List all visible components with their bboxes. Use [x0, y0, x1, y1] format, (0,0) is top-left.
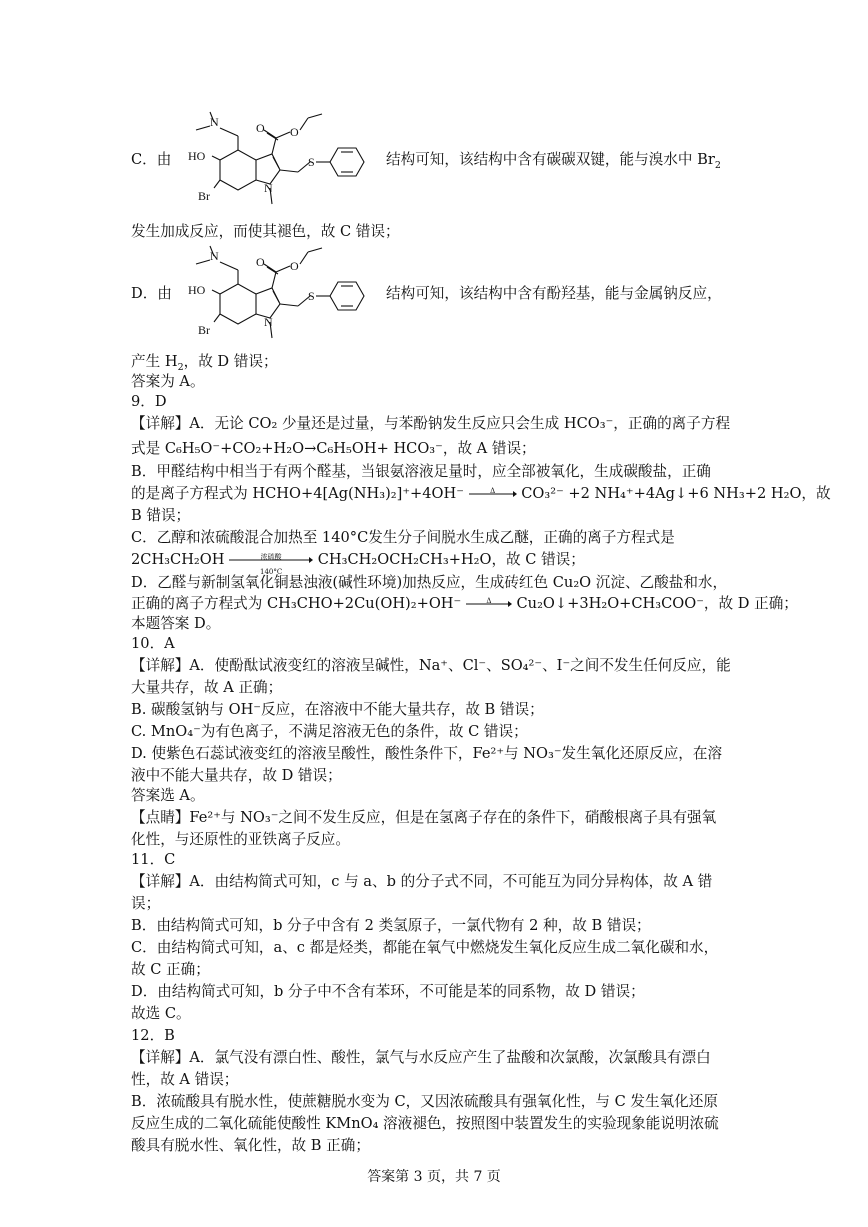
q11-answer: 故选 C。	[131, 1005, 191, 1022]
q9-a1: 【详解】A．无论 CO₂ 少量还是过量，与苯酚钠发生反应只会生成 HCO₃⁻，正确的离子方程	[131, 415, 731, 432]
indole-structure-d	[180, 242, 390, 352]
page-footer: 答案第 3 页，共 7 页	[367, 1169, 501, 1185]
label-n-indole: N	[264, 315, 273, 329]
q12-head: 12．B	[131, 1027, 175, 1044]
q11-c1: C．由结构简式可知，a、c 都是烃类，都能在氧气中燃烧发生氧化反应生成二氧化碳和水，	[131, 939, 719, 956]
q9-b1: B．甲醛结构中相当于有两个醛基，当银氨溶液足量时，应全部被氧化，生成碳酸盐，正确	[131, 463, 711, 480]
label-br: Br	[198, 323, 210, 337]
q8-d-line1	[131, 284, 172, 304]
heat-label-1: Δ	[490, 487, 496, 495]
label-n-amine: N	[210, 249, 219, 263]
q9-answer: 本题答案 D。	[131, 615, 221, 632]
label-n-indole: N	[264, 181, 273, 195]
q8-d-line2	[131, 352, 278, 372]
q9-c2	[131, 550, 585, 576]
q12-a1: 【详解】A．氯气没有漂白性、酸性，氯气与水反应产生了盐酸和次氯酸，次氯酸具有漂白	[131, 1049, 711, 1066]
q12-b2: 反应生成的二氧化硫能使酸性 KMnO₄ 溶液褪色，按照图中装置发生的实验现象能说明浓硫	[131, 1115, 719, 1132]
q12-b3: 酸具有脱水性、氧化性，故 B 正确；	[131, 1137, 370, 1154]
q8-d-cont-a: 产生 H	[131, 353, 178, 370]
label-n-amine: N	[210, 115, 219, 129]
q8-c-line2	[131, 222, 400, 242]
label-s: S	[308, 155, 315, 169]
q9-b3: B 错误；	[131, 507, 191, 524]
q8-c-continuation: 发生加成反应，而使其褪色，故 C 错误；	[131, 223, 400, 240]
q8-d-cont-b: ，故 D 错误；	[183, 353, 278, 370]
q10-head: 10．A	[131, 635, 175, 652]
q8-d-prefix: D．由	[131, 285, 172, 302]
label-o-ester: O	[290, 125, 299, 139]
q11-a2: 误；	[131, 895, 161, 912]
q8-c-prefix: C．由	[131, 151, 172, 168]
indole-structure-c	[180, 108, 390, 218]
q8-d-text: 结构可知，该结构中含有酚羟基，能与金属钠反应，	[386, 285, 722, 302]
q9-a2: 式是 C₆H₅O⁻+CO₂+H₂O→C₆H₅OH+ HCO₃⁻，故 A 错误；	[131, 440, 536, 457]
q11-b: B．由结构简式可知，b 分子中含有 2 类氢原子，一氯代物有 2 种，故 B 错误；	[131, 917, 651, 934]
q12-a2: 性，故 A 错误；	[131, 1071, 239, 1088]
q8-c-line1-tail	[386, 150, 721, 170]
q9-c2-left: 2CH₃CH₂OH	[131, 551, 225, 568]
q8-c-line1	[131, 150, 171, 170]
label-s: S	[308, 289, 315, 303]
q10-note1: 【点睛】Fe²⁺与 NO₃⁻之间不发生反应，但是在氢离子存在的条件下，硝酸根离子具有强氧	[131, 809, 717, 826]
reaction-arrow-h2so4	[229, 553, 313, 576]
label-br: Br	[198, 189, 210, 203]
label-o-ester: O	[290, 259, 299, 273]
q10-d1: D. 使紫色石蕊试液变红的溶液呈酸性，酸性条件下，Fe²⁺与 NO₃⁻发生氧化还原反应，在溶	[131, 745, 723, 762]
arrow-top-label: 浓硫酸	[260, 553, 282, 561]
q10-a2: 大量共存，故 A 正确；	[131, 679, 283, 696]
q9-c1: C．乙醇和浓硫酸混合加热至 140°C发生分子间脱水生成乙醚，正确的离子方程式是	[131, 529, 675, 546]
q11-c2: 故 C 正确；	[131, 961, 210, 978]
q8-d-line1-tail	[386, 284, 722, 304]
q9-d2	[131, 594, 798, 614]
q12-b1: B．浓硫酸具有脱水性，使蔗糖脱水变为 C，又因浓硫酸具有强氧化性，与 C 发生氧化还原	[131, 1093, 718, 1110]
label-o-carbonyl: O	[256, 255, 265, 269]
q9-b2	[131, 484, 831, 504]
q9-d1: D．乙醛与新制氢氧化铜悬浊液(碱性环境)加热反应，生成砖红色 Cu₂O 沉淀、乙酸盐和水，	[131, 574, 728, 591]
q9-head: 9．D	[131, 393, 167, 410]
q9-c2-right: CH₃CH₂OCH₂CH₃+H₂O，故 C 错误；	[317, 551, 585, 568]
q9-d2-left: 正确的离子方程式为 CH₃CHO+2Cu(OH)₂+OH⁻	[131, 595, 462, 612]
q9-d2-right: Cu₂O↓+3H₂O+CH₃COO⁻，故 D 正确；	[516, 595, 798, 612]
q11-a1: 【详解】A．由结构简式可知，c 与 a、b 的分子式不同，不可能互为同分异构体，故 A 错	[131, 873, 713, 890]
heat-label-2: Δ	[486, 597, 492, 605]
q10-note2: 化性，与还原性的亚铁离子反应。	[131, 831, 350, 848]
reaction-arrow-heat-2	[466, 598, 512, 610]
q10-b: B. 碳酸氢钠与 OH⁻反应，在溶液中不能大量共存，故 B 错误；	[131, 701, 544, 718]
q8-c-sub: 2	[714, 159, 721, 171]
q10-answer: 答案选 A。	[131, 787, 205, 804]
q11-d: D．由结构简式可知，b 分子中不含有苯环，不可能是苯的同系物，故 D 错误；	[131, 983, 645, 1000]
q9-b2-right: CO₃²⁻ +2 NH₄⁺+4Ag↓+6 NH₃+2 H₂O，故	[521, 485, 831, 502]
q8-d-cont-sub: 2	[177, 361, 184, 373]
label-ho: HO	[188, 283, 206, 297]
q10-c: C. MnO₄⁻为有色离子，不满足溶液无色的条件，故 C 错误；	[131, 723, 528, 740]
reaction-arrow-heat-1	[469, 488, 517, 500]
label-o-carbonyl: O	[256, 121, 265, 135]
q11-head: 11．C	[131, 851, 176, 868]
q8-c-text: 结构可知，该结构中含有碳碳双键，能与溴水中 Br	[386, 151, 715, 168]
arrow-bottom-label: 140°C	[260, 568, 283, 576]
label-ho: HO	[188, 149, 206, 163]
q10-a1: 【详解】A．使酚酞试液变红的溶液呈碱性，Na⁺、Cl⁻、SO₄²⁻、I⁻之间不发生任何反应，能	[131, 657, 731, 674]
q9-b2-left: 的是离子方程式为 HCHO+4[Ag(NH₃)₂]⁺+4OH⁻	[131, 485, 464, 502]
q10-d2: 液中不能大量共存，故 D 错误；	[131, 767, 342, 784]
q8-answer: 答案为 A。	[131, 373, 205, 390]
